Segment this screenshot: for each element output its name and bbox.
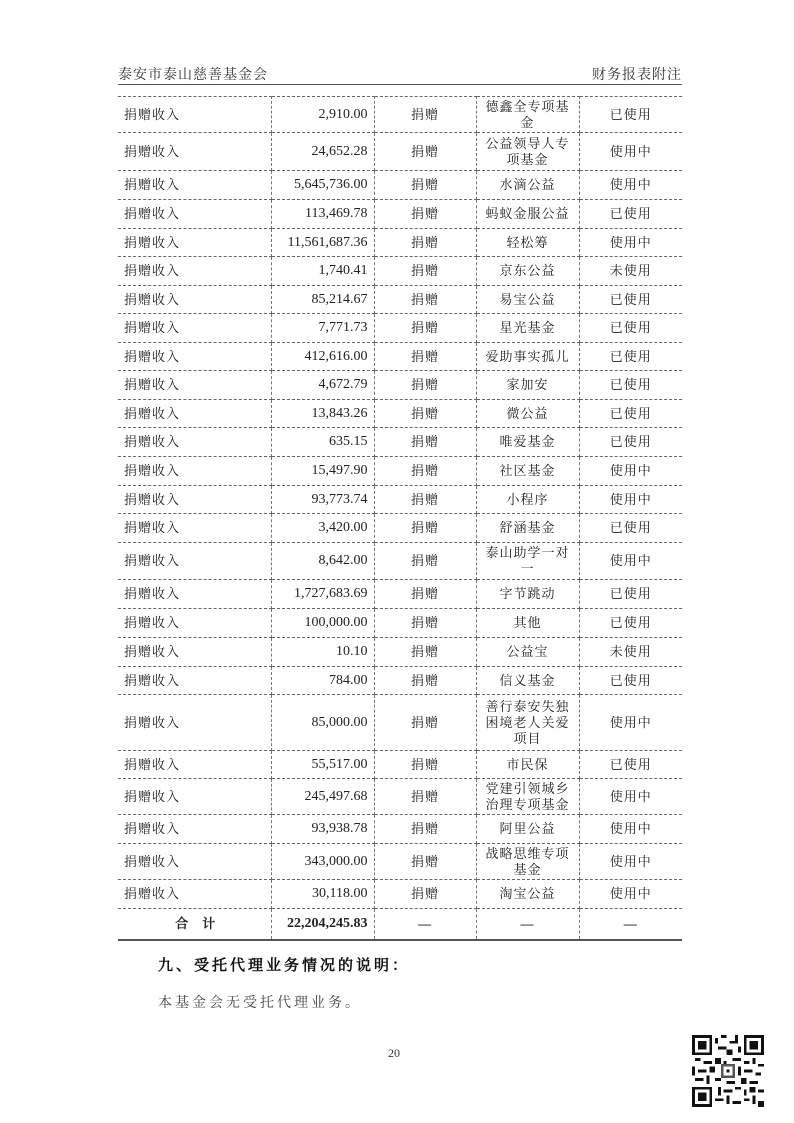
total-row	[118, 909, 682, 940]
project-name-cell: 水滴公益	[476, 171, 579, 200]
donation-form-cell: 捐赠	[374, 695, 476, 751]
project-name-cell: 小程序	[476, 486, 579, 514]
donation-form-cell: 捐赠	[374, 580, 476, 609]
amount-cell: 24,652.28	[271, 133, 374, 171]
table-row	[118, 229, 682, 257]
income-type-cell: 捐赠收入	[118, 400, 271, 428]
total-label: 合计	[118, 909, 271, 940]
project-name-cell: 家加安	[476, 371, 579, 400]
income-type-cell: 捐赠收入	[118, 133, 271, 171]
project-name-cell: 泰山助学一对一	[476, 543, 579, 580]
donation-form-cell: 捐赠	[374, 486, 476, 514]
usage-status-cell: 已使用	[579, 514, 682, 543]
project-name-cell: 战略思维专项基金	[476, 844, 579, 880]
table-row	[118, 343, 682, 371]
project-name-cell: 京东公益	[476, 257, 579, 286]
income-type-cell: 捐赠收入	[118, 457, 271, 486]
table-row	[118, 314, 682, 343]
usage-status-cell: 使用中	[579, 844, 682, 880]
usage-status-cell: 已使用	[579, 667, 682, 695]
project-name-cell: 其他	[476, 609, 579, 638]
donation-form-cell: 捐赠	[374, 343, 476, 371]
amount-cell: 635.15	[271, 428, 374, 457]
amount-cell: 245,497.68	[271, 779, 374, 815]
usage-status-cell: 使用中	[579, 779, 682, 815]
amount-cell: 4,672.79	[271, 371, 374, 400]
table-row	[118, 844, 682, 880]
table-row	[118, 638, 682, 667]
table-row	[118, 428, 682, 457]
donation-form-cell: 捐赠	[374, 97, 476, 133]
income-type-cell: 捐赠收入	[118, 97, 271, 133]
amount-cell: 11,561,687.36	[271, 229, 374, 257]
table-row	[118, 400, 682, 428]
table-row	[118, 486, 682, 514]
table-row	[118, 171, 682, 200]
project-name-cell: 党建引领城乡治理专项基金	[476, 779, 579, 815]
usage-status-cell: 未使用	[579, 257, 682, 286]
income-type-cell: 捐赠收入	[118, 286, 271, 314]
usage-status-cell: 已使用	[579, 751, 682, 779]
amount-cell: 55,517.00	[271, 751, 374, 779]
project-name-cell: 星光基金	[476, 314, 579, 343]
usage-status-cell: 使用中	[579, 815, 682, 844]
income-type-cell: 捐赠收入	[118, 371, 271, 400]
usage-status-cell: 已使用	[579, 428, 682, 457]
donation-form-cell: 捐赠	[374, 880, 476, 909]
table-row	[118, 815, 682, 844]
table-row	[118, 514, 682, 543]
income-type-cell: 捐赠收入	[118, 229, 271, 257]
project-name-cell: 信义基金	[476, 667, 579, 695]
amount-cell: 15,497.90	[271, 457, 374, 486]
income-type-cell: 捐赠收入	[118, 638, 271, 667]
income-type-cell: 捐赠收入	[118, 200, 271, 229]
amount-cell: 13,843.26	[271, 400, 374, 428]
income-type-cell: 捐赠收入	[118, 428, 271, 457]
amount-cell: 30,118.00	[271, 880, 374, 909]
usage-status-cell: 使用中	[579, 486, 682, 514]
amount-cell: 784.00	[271, 667, 374, 695]
income-type-cell: 捐赠收入	[118, 609, 271, 638]
donation-form-cell: 捐赠	[374, 844, 476, 880]
donation-form-cell: 捐赠	[374, 428, 476, 457]
project-name-cell: 德鑫全专项基金	[476, 97, 579, 133]
usage-status-cell: 已使用	[579, 580, 682, 609]
amount-cell: 93,938.78	[271, 815, 374, 844]
table-row	[118, 695, 682, 751]
usage-status-cell: 未使用	[579, 638, 682, 667]
donation-form-cell: 捐赠	[374, 609, 476, 638]
income-type-cell: 捐赠收入	[118, 343, 271, 371]
qr-code-icon	[692, 1035, 764, 1107]
amount-cell: 10.10	[271, 638, 374, 667]
amount-cell: 1,727,683.69	[271, 580, 374, 609]
donation-form-cell: 捐赠	[374, 457, 476, 486]
donation-income-table	[118, 96, 682, 941]
usage-status-cell: 使用中	[579, 229, 682, 257]
donation-form-cell: 捐赠	[374, 638, 476, 667]
donation-form-cell: 捐赠	[374, 286, 476, 314]
donation-form-cell: 捐赠	[374, 229, 476, 257]
project-name-cell: 爱助事实孤儿	[476, 343, 579, 371]
donation-form-cell: 捐赠	[374, 815, 476, 844]
project-name-cell: 淘宝公益	[476, 880, 579, 909]
table-row	[118, 779, 682, 815]
donation-form-cell: 捐赠	[374, 751, 476, 779]
usage-status-cell: 已使用	[579, 343, 682, 371]
organization-name: 泰安市泰山慈善基金会	[118, 68, 268, 83]
amount-cell: 93,773.74	[271, 486, 374, 514]
donation-form-cell: 捐赠	[374, 133, 476, 171]
donation-form-cell: 捐赠	[374, 171, 476, 200]
income-type-cell: 捐赠收入	[118, 580, 271, 609]
income-type-cell: 捐赠收入	[118, 844, 271, 880]
amount-cell: 113,469.78	[271, 200, 374, 229]
usage-status-cell: 使用中	[579, 171, 682, 200]
income-type-cell: 捐赠收入	[118, 751, 271, 779]
income-type-cell: 捐赠收入	[118, 314, 271, 343]
income-type-cell: 捐赠收入	[118, 779, 271, 815]
total-amount: 22,204,245.83	[271, 909, 374, 940]
project-name-cell: 公益领导人专项基金	[476, 133, 579, 171]
amount-cell: 7,771.73	[271, 314, 374, 343]
page-header	[118, 62, 682, 85]
donation-form-cell: 捐赠	[374, 543, 476, 580]
income-type-cell: 捐赠收入	[118, 667, 271, 695]
usage-status-cell: 已使用	[579, 314, 682, 343]
project-name-cell: 阿里公益	[476, 815, 579, 844]
donation-form-cell: 捐赠	[374, 667, 476, 695]
project-name-cell: 蚂蚁金服公益	[476, 200, 579, 229]
total-status: —	[579, 909, 682, 940]
income-type-cell: 捐赠收入	[118, 880, 271, 909]
usage-status-cell: 使用中	[579, 133, 682, 171]
usage-status-cell: 使用中	[579, 695, 682, 751]
amount-cell: 85,214.67	[271, 286, 374, 314]
table-row	[118, 580, 682, 609]
project-name-cell: 公益宝	[476, 638, 579, 667]
income-type-cell: 捐赠收入	[118, 543, 271, 580]
income-type-cell: 捐赠收入	[118, 514, 271, 543]
table-row	[118, 257, 682, 286]
table-row	[118, 371, 682, 400]
table-row	[118, 751, 682, 779]
table-row	[118, 609, 682, 638]
project-name-cell: 轻松筹	[476, 229, 579, 257]
total-form: —	[374, 909, 476, 940]
total-project: —	[476, 909, 579, 940]
table-row	[118, 667, 682, 695]
income-type-cell: 捐赠收入	[118, 171, 271, 200]
usage-status-cell: 使用中	[579, 457, 682, 486]
project-name-cell: 善行泰安失独困境老人关爱项目	[476, 695, 579, 751]
amount-cell: 2,910.00	[271, 97, 374, 133]
donation-form-cell: 捐赠	[374, 314, 476, 343]
income-type-cell: 捐赠收入	[118, 695, 271, 751]
project-name-cell: 市民保	[476, 751, 579, 779]
section-body: 本基金会无受托代理业务。	[158, 996, 362, 1011]
income-type-cell: 捐赠收入	[118, 257, 271, 286]
donation-form-cell: 捐赠	[374, 779, 476, 815]
income-type-cell: 捐赠收入	[118, 486, 271, 514]
usage-status-cell: 已使用	[579, 400, 682, 428]
amount-cell: 5,645,736.00	[271, 171, 374, 200]
usage-status-cell: 已使用	[579, 286, 682, 314]
usage-status-cell: 已使用	[579, 97, 682, 133]
table-row	[118, 200, 682, 229]
table-row	[118, 97, 682, 133]
amount-cell: 8,642.00	[271, 543, 374, 580]
project-name-cell: 微公益	[476, 400, 579, 428]
usage-status-cell: 已使用	[579, 371, 682, 400]
donation-form-cell: 捐赠	[374, 200, 476, 229]
usage-status-cell: 已使用	[579, 609, 682, 638]
usage-status-cell: 使用中	[579, 880, 682, 909]
table-row	[118, 543, 682, 580]
project-name-cell: 社区基金	[476, 457, 579, 486]
amount-cell: 3,420.00	[271, 514, 374, 543]
amount-cell: 1,740.41	[271, 257, 374, 286]
table-row	[118, 880, 682, 909]
table-row	[118, 457, 682, 486]
project-name-cell: 易宝公益	[476, 286, 579, 314]
document-section-name: 财务报表附注	[592, 68, 682, 83]
donation-form-cell: 捐赠	[374, 371, 476, 400]
amount-cell: 412,616.00	[271, 343, 374, 371]
income-type-cell: 捐赠收入	[118, 815, 271, 844]
amount-cell: 85,000.00	[271, 695, 374, 751]
project-name-cell: 唯爱基金	[476, 428, 579, 457]
project-name-cell: 字节跳动	[476, 580, 579, 609]
donation-form-cell: 捐赠	[374, 514, 476, 543]
table-row	[118, 133, 682, 171]
page-number: 20	[388, 1046, 400, 1060]
donation-form-cell: 捐赠	[374, 400, 476, 428]
table-row	[118, 286, 682, 314]
usage-status-cell: 使用中	[579, 543, 682, 580]
amount-cell: 343,000.00	[271, 844, 374, 880]
amount-cell: 100,000.00	[271, 609, 374, 638]
donation-form-cell: 捐赠	[374, 257, 476, 286]
section-title: 九、受托代理业务情况的说明：	[158, 958, 411, 974]
project-name-cell: 舒涵基金	[476, 514, 579, 543]
usage-status-cell: 已使用	[579, 200, 682, 229]
